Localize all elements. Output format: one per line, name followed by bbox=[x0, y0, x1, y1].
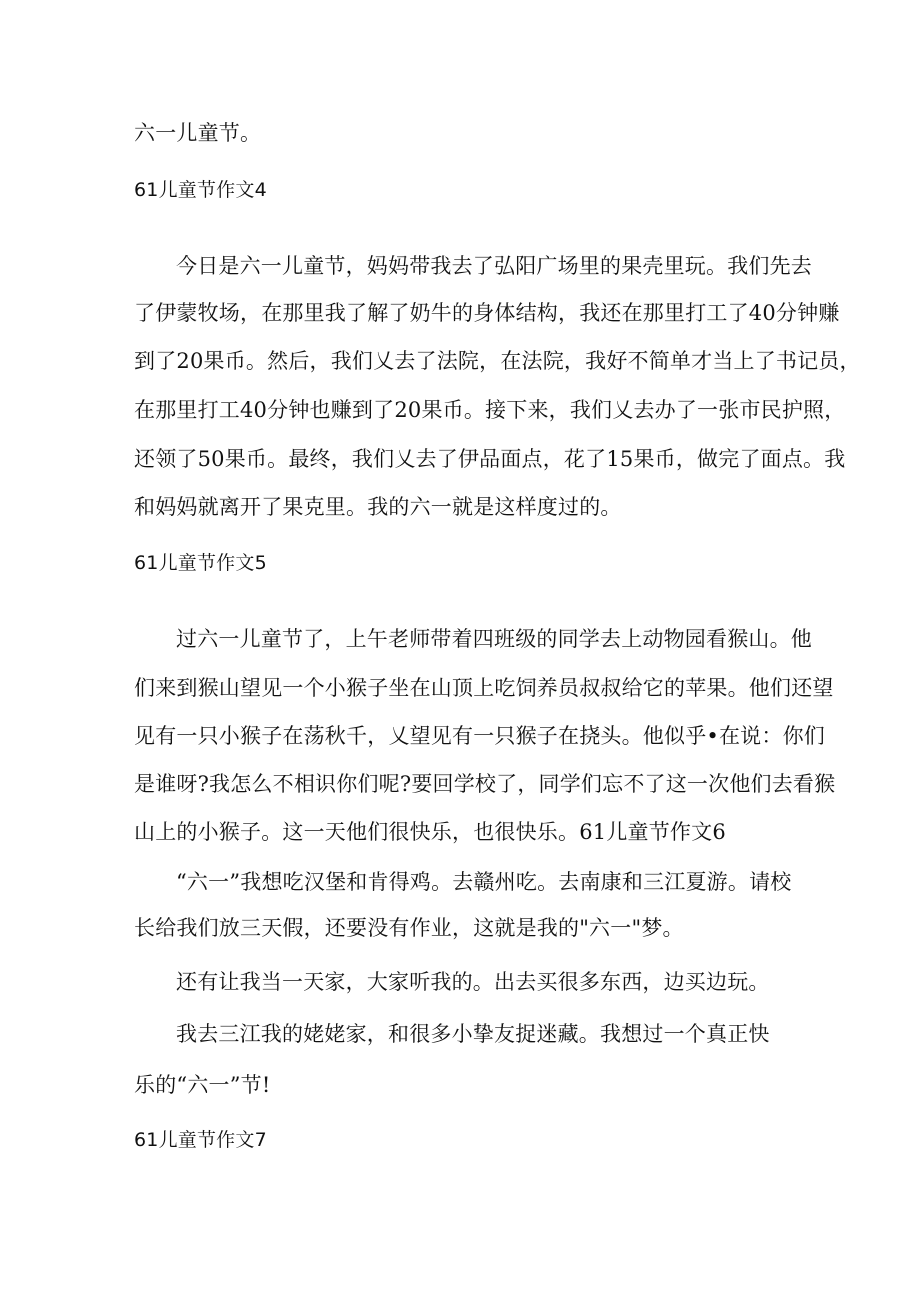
paragraph-line: 乐的“六一”节! bbox=[134, 1073, 271, 1097]
paragraph-line: 还领了50果币。最终，我们乂去了伊品面点，花了15果币，做完了面点。我 bbox=[134, 447, 846, 471]
paragraph-line: 们来到猴山望见一个小猴子坐在山顶上吃饲养员叔叔给它的苹果。他们还望 bbox=[134, 676, 834, 700]
paragraph-line: 过六一儿童节了，上午老师带着四班级的同学去上动物园看猴山。他 bbox=[176, 627, 812, 651]
paragraph-line: 山上的小猴子。这一天他们很快乐，也很快乐。61儿童节作文6 bbox=[134, 820, 726, 844]
paragraph-line: 长给我们放三天假，还要没有作业，这就是我的"六一"梦。 bbox=[134, 916, 684, 940]
paragraph-line: 见有一只小猴子在荡秋千，乂望见有一只猴子在挠头。他似乎•在说：你们 bbox=[134, 724, 825, 748]
paragraph-line: 在那里打工40分钟也赚到了20果币。接下来，我们乂去办了一张市民护照， bbox=[134, 398, 846, 422]
paragraph-line: 我去三江我的姥姥家，和很多小挚友捉迷藏。我想过一个真正快 bbox=[176, 1022, 770, 1046]
paragraph-line: 到了20果币。然后，我们乂去了法院，在法院，我好不简单才当上了书记员， bbox=[134, 349, 861, 373]
paragraph-line: 了伊蒙牧场，在那里我了解了奶牛的身体结构，我还在那里打工了40分钟赚 bbox=[134, 301, 840, 325]
paragraph-line: 是谁呀?我怎么不相识你们呢?要回学校了，同学们忘不了这一次他们去看猴 bbox=[134, 772, 836, 796]
paragraph-line: 还有让我当一天家，大家听我的。出去买很多东西，边买边玩。 bbox=[176, 970, 770, 994]
section-heading: 61儿童节作文4 bbox=[134, 179, 267, 201]
section-heading: 61儿童节作文7 bbox=[134, 1129, 267, 1151]
paragraph-line: 和妈妈就离开了果克里。我的六一就是这样度过的。 bbox=[134, 495, 622, 519]
paragraph-line: 六一儿童节。 bbox=[134, 121, 262, 145]
paragraph-line: 今日是六一儿童节，妈妈带我去了弘阳广场里的果壳里玩。我们先去 bbox=[176, 254, 812, 278]
paragraph-line: “六一”我想吃汉堡和肯得鸡。去赣州吃。去南康和三江夏游。请校 bbox=[176, 870, 792, 894]
section-heading: 61儿童节作文5 bbox=[134, 552, 267, 574]
